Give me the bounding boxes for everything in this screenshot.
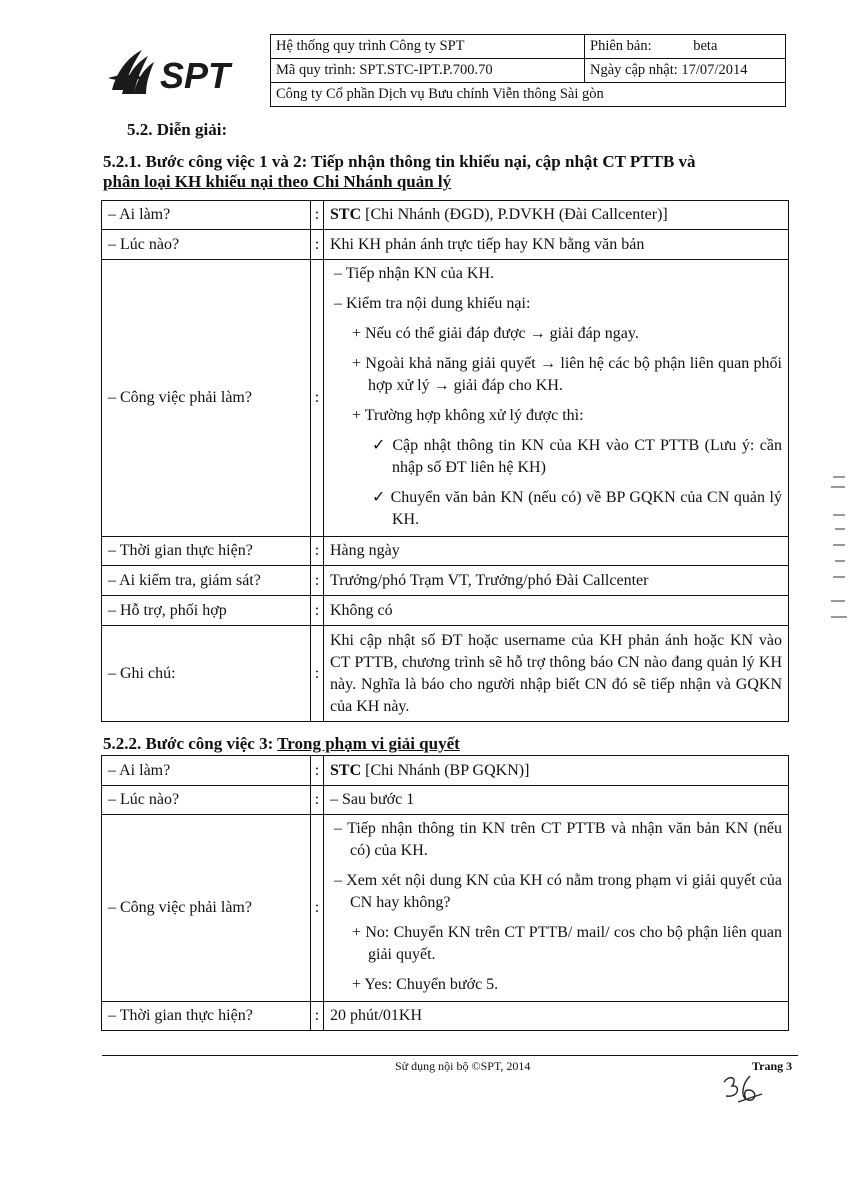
task-value: [324, 815, 789, 1002]
footer-page: Trang 3: [752, 1059, 793, 1073]
note-value: Khi cập nhật số ĐT hoặc username của KH phản ánh hoặc KN vào CT PTTB, chương trình sẽ hỗ trợ thông báo CN nào đang quản lý KH này. Nghĩa là báo cho người nhập biết CN đó sẽ tiếp nhận và GQKN của KH này.: [324, 626, 789, 722]
step-3-table: [101, 755, 789, 1031]
task-item: – Tiếp nhận KN của KH.: [334, 265, 494, 282]
header-updated: Ngày cập nhật: 17/07/2014: [585, 59, 786, 83]
who-value: [324, 201, 789, 230]
who-rest: [Chi Nhánh (BP GQKN)]: [361, 761, 530, 779]
task-item: – Tiếp nhận thông tin KN trên CT PTTB và nhận văn bản KN (nếu có) của KH.: [334, 820, 782, 859]
colon: :: [311, 626, 324, 722]
scan-edge-artifact: [827, 465, 849, 625]
footer-rule: [102, 1055, 798, 1056]
colon: :: [311, 786, 324, 815]
header-company: Công ty Cổ phần Dịch vụ Bưu chính Viễn thông Sài gòn: [271, 83, 786, 107]
time-label: – Thời gian thực hiện?: [102, 1002, 311, 1031]
header-version: [585, 35, 786, 59]
when-value: Khi KH phản ánh trực tiếp hay KN bằng văn bản: [324, 230, 789, 260]
support-value: Không có: [324, 596, 789, 626]
header-table: [270, 34, 786, 107]
who-label: – Ai làm?: [102, 756, 311, 786]
task-subitem: + Yes: Chuyển bước 5.: [352, 976, 499, 993]
step-1-2-table: [101, 200, 789, 722]
who-rest: [Chi Nhánh (ĐGD), P.DVKH (Đài Callcenter)]: [361, 206, 668, 223]
when-value: – Sau bước 1: [324, 786, 789, 815]
subsection-1-line2: phân loại KH khiếu nại theo Chi Nhánh quản lý: [103, 172, 452, 191]
section-title: 5.2. Diễn giải:: [127, 120, 228, 139]
header-system: Hệ thống quy trình Công ty SPT: [271, 35, 585, 59]
subsection-2-prefix: 5.2.2. Bước công việc 3:: [103, 734, 278, 753]
subsection-1-title: [103, 152, 696, 192]
check-label: – Ai kiểm tra, giám sát?: [102, 566, 311, 596]
support-label: – Hỗ trợ, phối hợp: [102, 596, 311, 626]
subsection-1-line1: 5.2.1. Bước công việc 1 và 2: Tiếp nhận thông tin khiếu nại, cập nhật CT PTTB và: [103, 152, 696, 171]
task-item: – Xem xét nội dung KN của KH có nằm trong phạm vi giải quyết của CN hay không?: [334, 872, 782, 911]
task-subitem: + Trường hợp không xử lý được thì:: [352, 407, 584, 424]
task-subitem: + Nếu có thể giải đáp được → giải đáp ngay.: [352, 325, 639, 342]
who-bold: STC: [330, 206, 362, 223]
time-value: Hàng ngày: [324, 537, 789, 566]
who-bold: STC: [330, 761, 362, 779]
task-check-item: ✓ Chuyển văn bản KN (nếu có) về BP GQKN của CN quản lý KH.: [372, 489, 782, 528]
colon: :: [311, 756, 324, 786]
check-value: Trưởng/phó Trạm VT, Trưởng/phó Đài Callcenter: [324, 566, 789, 596]
logo-text: SPT: [160, 55, 231, 96]
colon: :: [311, 537, 324, 566]
task-label: – Công việc phải làm?: [102, 815, 311, 1002]
task-subitem: + No: Chuyển KN trên CT PTTB/ mail/ cos cho bộ phận liên quan giải quyết.: [352, 924, 782, 963]
task-check-item: ✓ Cập nhật thông tin KN của KH vào CT PTTB (Lưu ý: cần nhập số ĐT liên hệ KH): [372, 437, 782, 476]
colon: :: [311, 201, 324, 230]
version-value: beta: [693, 38, 718, 54]
task-label: – Công việc phải làm?: [102, 260, 311, 537]
time-value: 20 phút/01KH: [324, 1002, 789, 1031]
task-subitem: + Ngoài khả năng giải quyết → liên hệ các bộ phận liên quan phối hợp xử lý → giải đáp cho KH.: [352, 355, 782, 394]
colon: :: [311, 815, 324, 1002]
who-value: [324, 756, 789, 786]
colon: :: [311, 566, 324, 596]
colon: :: [311, 260, 324, 537]
time-label: – Thời gian thực hiện?: [102, 537, 311, 566]
note-label: – Ghi chú:: [102, 626, 311, 722]
subsection-2-underlined: Trong phạm vi giải quyết: [277, 734, 460, 753]
header-code: Mã quy trình: SPT.STC-IPT.P.700.70: [271, 59, 585, 83]
subsection-2-title: [103, 734, 460, 754]
footer-center: Sử dụng nội bộ ©SPT, 2014: [395, 1059, 531, 1073]
when-label: – Lúc nào?: [102, 230, 311, 260]
colon: :: [311, 596, 324, 626]
colon: :: [311, 230, 324, 260]
when-label: – Lúc nào?: [102, 786, 311, 815]
spt-logo: [104, 44, 264, 104]
handwritten-page-mark: [718, 1072, 768, 1108]
task-item: – Kiểm tra nội dung khiếu nại:: [334, 295, 531, 312]
task-value: [324, 260, 789, 537]
who-label: – Ai làm?: [102, 201, 311, 230]
version-label: Phiên bản:: [590, 38, 652, 54]
colon: :: [311, 1002, 324, 1031]
